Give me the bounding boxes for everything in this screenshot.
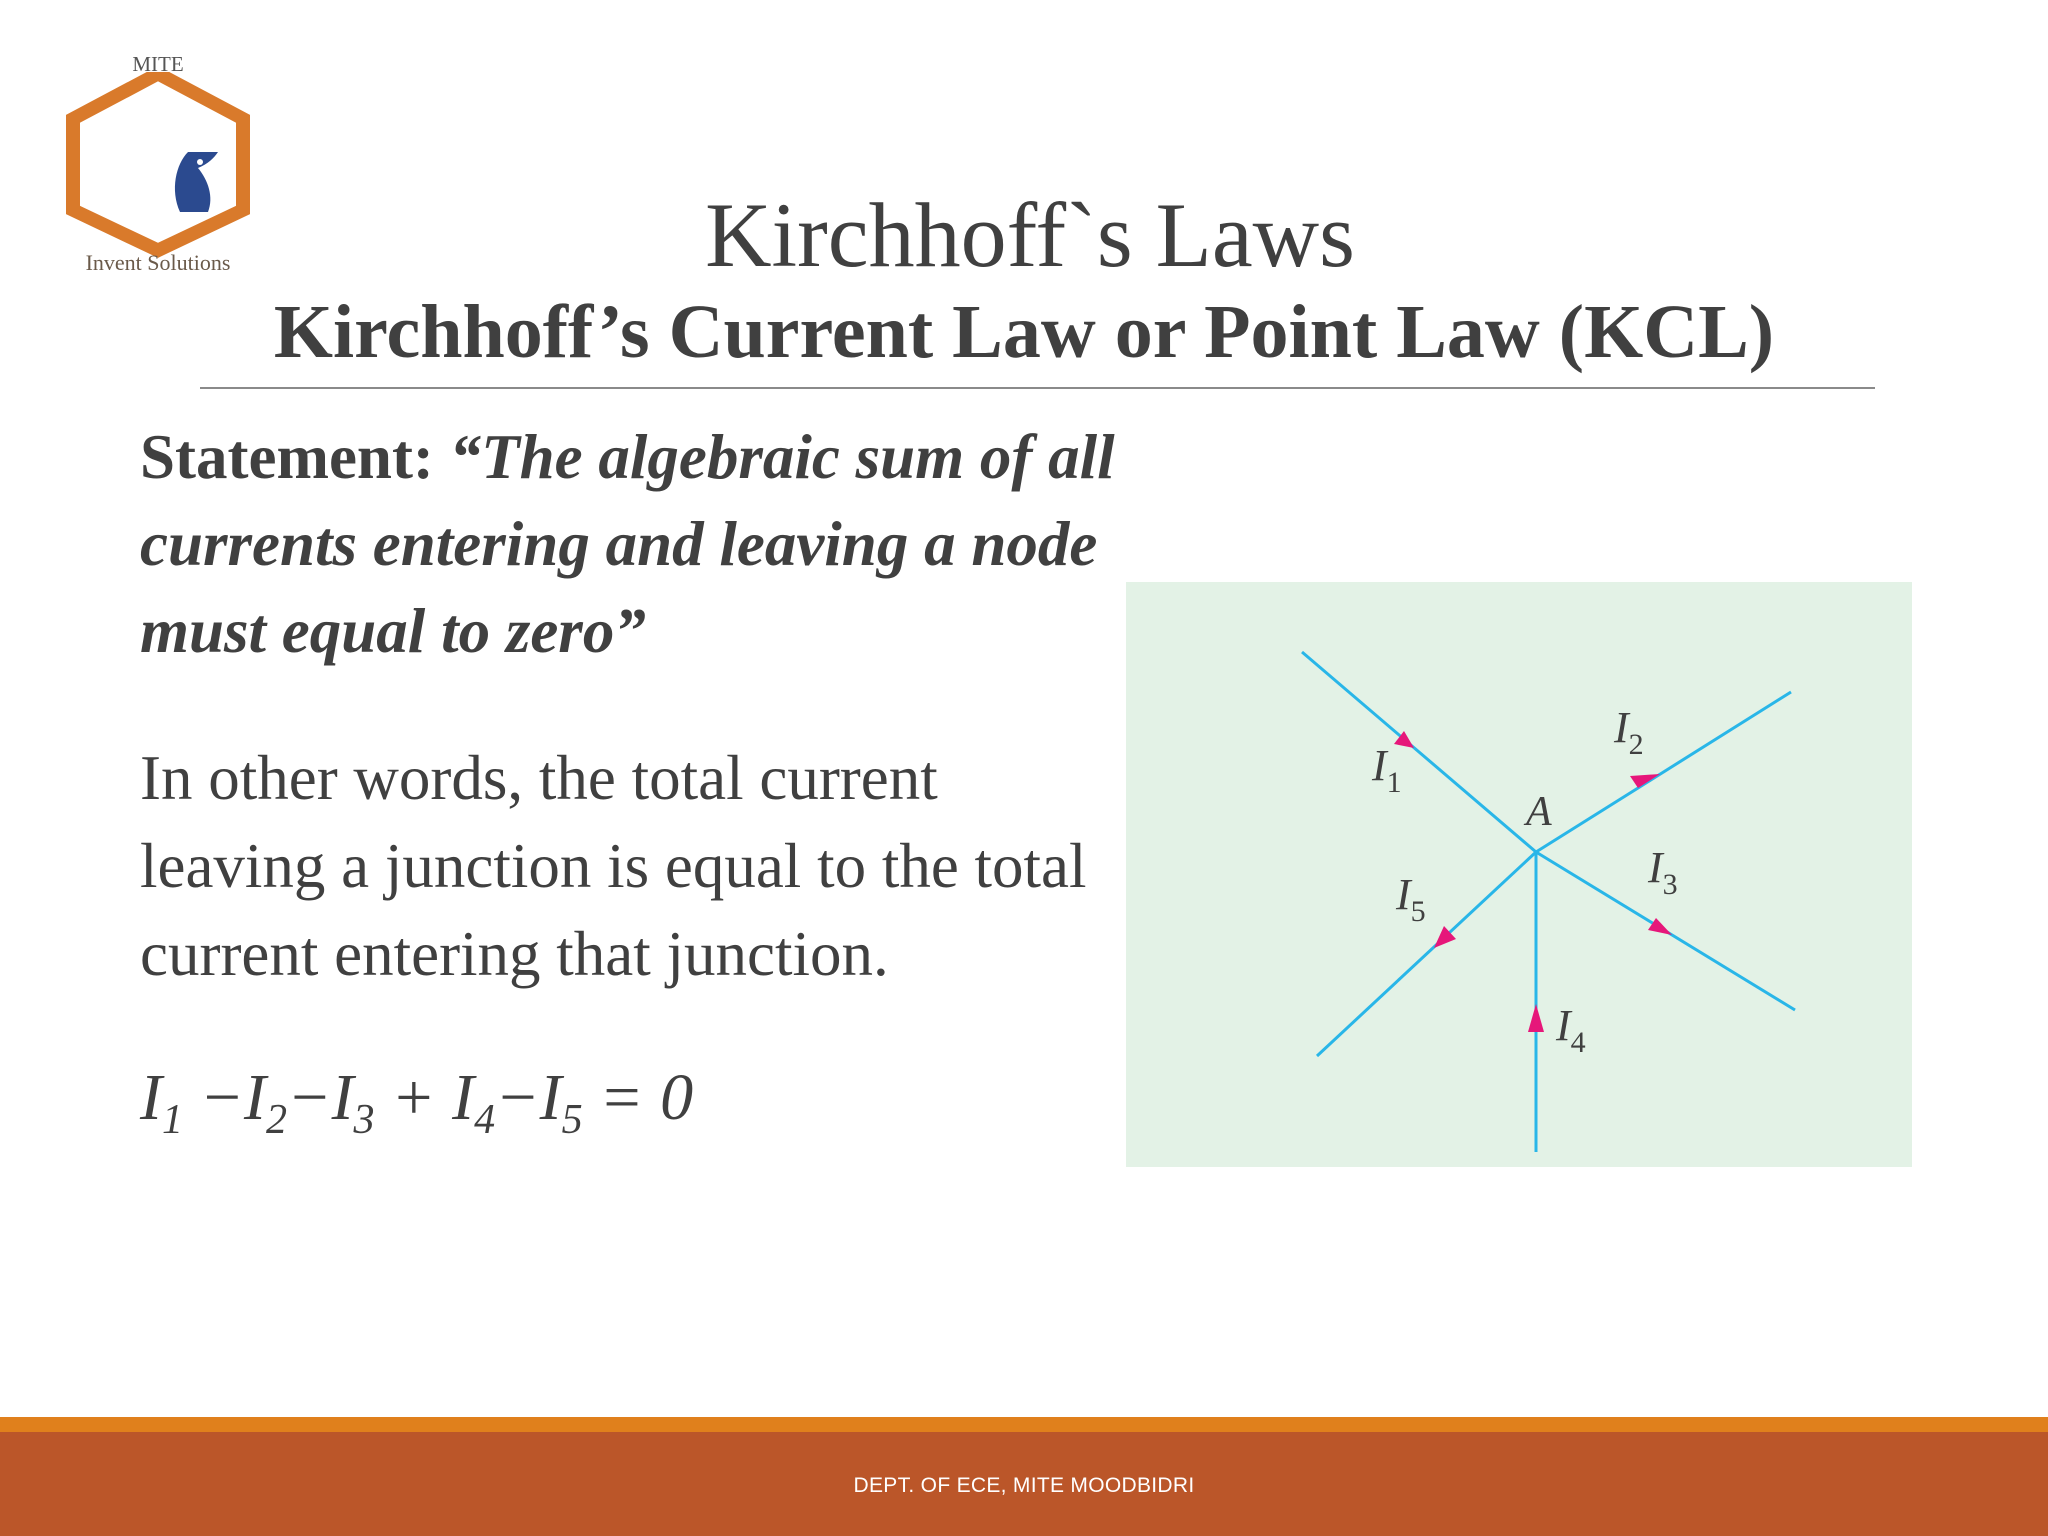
eq-term-4: I xyxy=(452,1061,475,1134)
eq-sub-3: 3 xyxy=(353,1097,375,1143)
eq-sub-4: 4 xyxy=(474,1097,496,1143)
arrow-i3 xyxy=(1648,918,1672,935)
arrow-i4 xyxy=(1528,1004,1544,1032)
eq-sub-5: 5 xyxy=(561,1097,583,1143)
kcl-statement xyxy=(140,414,1120,675)
label-i1: $I_1$ xyxy=(1372,741,1402,799)
arrow-i2 xyxy=(1630,774,1660,788)
eq-op-1: − xyxy=(182,1061,245,1134)
footer-accent-stripe xyxy=(0,1417,2048,1432)
label-i5: $I_5$ xyxy=(1396,870,1426,928)
eq-op-3: + xyxy=(374,1061,453,1134)
logo-top-text: MITE xyxy=(132,52,184,76)
wire-i1 xyxy=(1302,652,1536,852)
slide-subtitle: Kirchhoff’s Current Law or Point Law (KCL) xyxy=(273,290,1775,374)
title-divider xyxy=(200,387,1875,389)
footer-text: DEPT. OF ECE, MITE MOODBIDRI xyxy=(853,1474,1195,1497)
statement-label: Statement: xyxy=(140,422,450,492)
eq-term-1: I xyxy=(140,1061,162,1134)
explanation-paragraph: In other words, the total current leaving a junction is equal to the total current entering that junction. xyxy=(140,743,1087,989)
eq-term-5: I xyxy=(539,1061,562,1134)
label-i2: $I_2$ xyxy=(1614,703,1644,761)
eq-op-2: − xyxy=(287,1061,332,1134)
wire-i5 xyxy=(1317,852,1536,1056)
eq-rhs: = 0 xyxy=(582,1061,694,1134)
junction-figure xyxy=(1126,582,1912,1167)
eq-term-3: I xyxy=(331,1061,354,1134)
eq-op-4: − xyxy=(495,1061,540,1134)
eq-term-2: I xyxy=(244,1061,267,1134)
kcl-equation xyxy=(140,1058,693,1160)
label-i3: $I_3$ xyxy=(1648,843,1678,901)
wire-i2 xyxy=(1536,692,1791,852)
eq-sub-1: 1 xyxy=(161,1097,183,1143)
node-label: A xyxy=(1526,789,1552,835)
label-i4: $I_4$ xyxy=(1556,1001,1586,1059)
statement-quote: “The algebraic sum of all currents entering and leaving a node must equal to zero” xyxy=(140,422,1115,666)
eq-sub-2: 2 xyxy=(266,1097,288,1143)
slide-title: Kirchhoff`s Laws xyxy=(705,184,1355,286)
kcl-junction-diagram xyxy=(1126,582,1912,1167)
logo-bottom-text: Invent Solutions xyxy=(85,250,231,275)
